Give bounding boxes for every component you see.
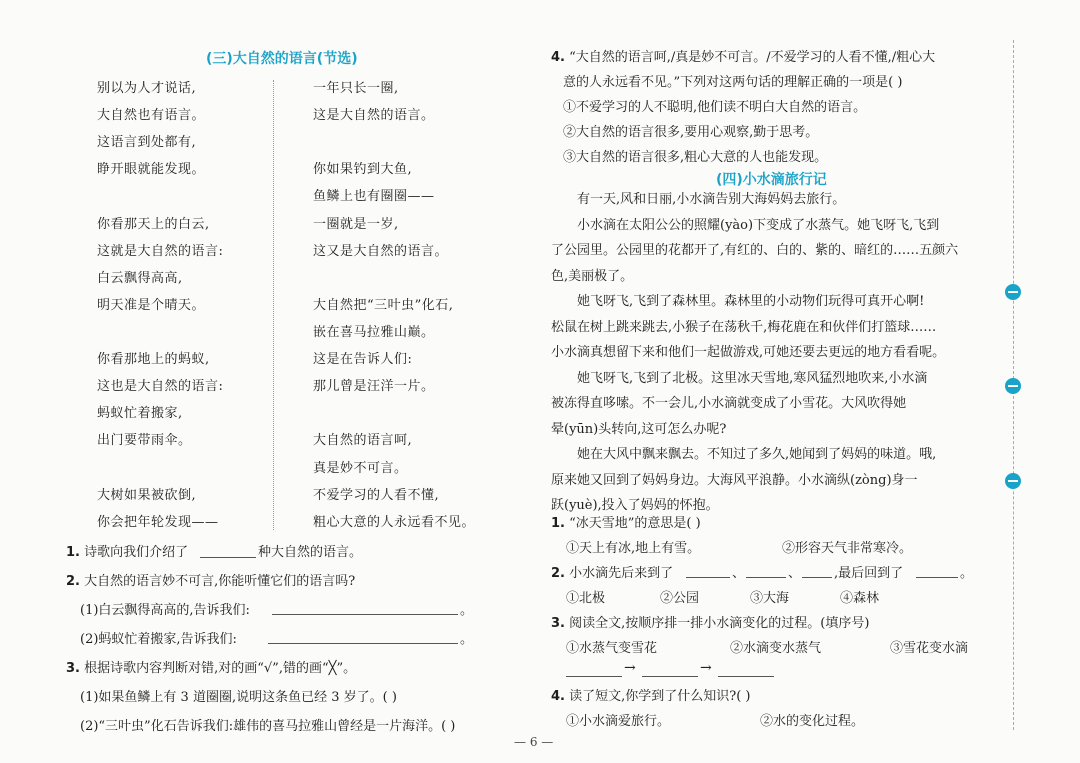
poem-line: 不爱学习的人看不懂, [313,488,440,503]
story-paragraph-line: 她飞呀飞,飞到了森林里。森林里的小动物们玩得可真开心啊! [577,294,925,309]
story-paragraph-line: 色,美丽极了。 [551,268,634,284]
question-number: 1. [66,545,80,560]
poem-line: 一年只长一圈, [313,81,399,96]
story-paragraph-line: 原来她又回到了妈妈身边。大海风平浪静。小水滴纵(zòng)身一 [551,472,918,488]
story-question-2-option-3: ③大海 [750,591,790,606]
poem-line: 你会把年轮发现—— [97,515,219,530]
story-paragraph-line: 小水滴真想留下来和他们一起做游戏,可她还要去更远的地方看看呢。 [551,345,946,360]
question-2-tail: ,最后回到了 [834,566,904,581]
poem-line: 粗心大意的人永远看不见。 [313,515,476,530]
answer-blank-q2-1[interactable] [272,614,458,615]
poem-line: 这就是大自然的语言: [97,244,224,259]
poem-line: 这也是大自然的语言: [97,379,224,394]
story-question-2-option-4: ④森林 [840,591,880,606]
question-number: 1. [551,516,565,531]
binding-hole-icon [1005,473,1021,489]
question-3-part-1: (1)如果鱼鳞上有 3 道圈圈,说明这条鱼已经 3 岁了。( ) [80,690,397,705]
poem-line: 你看那天上的白云, [97,217,210,232]
story-paragraph-line: 晕(yūn)头转向,这可怎么办呢? [551,421,727,437]
binding-hole-icon [1005,378,1021,394]
answer-blank-q2-2[interactable] [268,643,458,644]
poem-line: 别以为人才说话, [97,81,197,96]
question-number: 3. [66,661,80,676]
poem-line: 你看那地上的蚂蚁, [97,352,210,367]
poem-line: 大自然的语言呵, [313,433,413,448]
poem-line: 大自然把“三叶虫”化石, [313,298,454,313]
period: 。 [960,566,974,581]
story-question-4 [551,685,751,704]
question-number: 2. [66,574,80,589]
question-text: “大自然的语言呵,/真是妙不可言。/不爱学习的人看不懂,/粗心大 [569,50,936,65]
poem-line: 这是大自然的语言。 [313,108,435,123]
answer-blank-s2-2[interactable] [746,577,786,578]
section-title-nature-language: (三)大自然的语言(节选) [206,51,358,67]
poem-line: 大自然也有语言。 [97,108,206,123]
story-question-2-option-2: ②公园 [660,591,700,606]
question-4-line-2: 意的人永远看不见。”下列对这两句话的理解正确的一项是( ) [563,75,903,90]
story-paragraph-line: 有一天,风和日丽,小水滴告别大海妈妈去旅行。 [577,192,846,207]
story-question-2 [551,562,673,581]
answer-blank-s2-4[interactable] [916,577,958,578]
question-text: 大自然的语言妙不可言,你能听懂它们的语言吗? [84,574,356,589]
answer-blank-q1[interactable] [200,557,256,558]
question-text: 阅读全文,按顺序排一排小水滴变化的过程。(填序号) [569,616,870,631]
question-text: 根据诗歌内容判断对错,对的画“√”,错的画“╳”。 [84,661,357,676]
separator: 、 [732,566,746,581]
story-paragraph-line: 被冻得直哆嗦。不一会儿,小水滴就变成了小雪花。大风吹得她 [551,396,907,411]
poem-line: 那儿曾是汪洋一片。 [313,379,435,394]
poem-line: 睁开眼就能发现。 [97,162,206,177]
question-4-option-2: ②大自然的语言很多,要用心观察,勤于思考。 [563,125,819,140]
poem-line: 这语言到处都有, [97,135,197,150]
story-question-4-option-2: ②水的变化过程。 [760,714,865,729]
question-number: 4. [551,50,565,65]
poem-line: 大树如果被砍倒, [97,488,197,503]
answer-blank-s2-1[interactable] [686,577,730,578]
answer-blank-s2-3[interactable] [802,577,832,578]
poem-line: 鱼鳞上也有圈圈—— [313,189,435,204]
poem-line: 明天准是个晴天。 [97,298,206,313]
question-number: 4. [551,689,565,704]
arrow-right-icon: → [700,660,712,676]
poem-line: 出门要带雨伞。 [97,433,192,448]
question-number: 2. [551,566,565,581]
question-3-part-2: (2)“三叶虫”化石告诉我们:雄伟的喜马拉雅山曾经是一片海洋。( ) [80,719,456,734]
poem-line: 嵌在喜马拉雅山巅。 [313,325,435,340]
question-text: 读了短文,你学到了什么知识?( ) [569,689,751,704]
poem-line: 一圈就是一岁, [313,217,399,232]
story-paragraph-line: 松鼠在树上跳来跳去,小猴子在荡秋千,梅花鹿在和伙伴们打篮球…… [551,319,937,335]
story-question-3 [551,612,869,631]
column-divider [273,80,274,530]
story-paragraph-line: 她在大风中飘来飘去。不知过了多久,她闻到了妈妈的味道。哦, [577,447,937,462]
question-2-part-1: (1)白云飘得高高的,告诉我们: [80,603,250,618]
story-question-3-option-2: ②水滴变水蒸气 [730,641,822,656]
arrow-right-icon: → [624,660,636,676]
question-number: 3. [551,616,565,631]
question-4-option-3: ③大自然的语言很多,粗心大意的人也能发现。 [563,150,828,165]
section-title-water-drop: (四)小水滴旅行记 [716,172,827,188]
question-text: 诗歌向我们介绍了 [84,545,189,560]
poem-line: 这是在告诉人们: [313,352,413,367]
answer-blank-s3-2[interactable] [642,676,698,677]
story-question-1 [551,512,701,531]
story-question-4-option-1: ①小水滴爱旅行。 [566,714,671,729]
story-question-3-option-1: ①水蒸气变雪花 [566,641,658,656]
question-2 [66,570,355,589]
story-question-2-option-1: ①北极 [566,591,606,606]
story-paragraph-line: 了公园里。公园里的花都开了,有红的、白的、紫的、暗红的……五颜六 [551,243,959,258]
question-4 [551,46,935,65]
separator: 、 [788,566,802,581]
question-1-tail: 种大自然的语言。 [258,545,363,560]
binding-hole-icon [1005,284,1021,300]
story-paragraph-line: 她飞呀飞,飞到了北极。这里冰天雪地,寒风猛烈地吹来,小水滴 [577,370,928,386]
page-number: — 6 — [514,735,554,749]
poem-line: 蚂蚁忙着搬家, [97,406,183,421]
question-text: “冰天雪地”的意思是( ) [569,516,701,531]
story-question-1-option-1: ①天上有冰,地上有雪。 [566,541,701,556]
answer-blank-s3-3[interactable] [718,676,774,677]
story-paragraph-line: 跃(yuè),投入了妈妈的怀抱。 [551,498,719,513]
period: 。 [460,603,474,618]
poem-line: 这又是大自然的语言。 [313,244,449,259]
question-1 [66,541,188,560]
poem-line: 白云飘得高高, [97,271,183,286]
story-question-1-option-2: ②形容天气非常寒冷。 [782,541,913,556]
period: 。 [460,632,474,647]
story-question-3-option-3: ③雪花变水滴 [890,641,969,656]
question-4-option-1: ①不爱学习的人不聪明,他们读不明白大自然的语言。 [563,100,867,115]
question-2-part-2: (2)蚂蚁忙着搬家,告诉我们: [80,632,237,647]
question-3 [66,657,356,676]
question-text: 小水滴先后来到了 [569,566,674,581]
poem-line: 你如果钓到大鱼, [313,162,413,177]
poem-line: 真是妙不可言。 [313,461,408,476]
answer-blank-s3-1[interactable] [566,676,622,677]
story-paragraph-line: 小水滴在太阳公公的照耀(yào)下变成了水蒸气。她飞呀飞,飞到 [577,217,940,233]
